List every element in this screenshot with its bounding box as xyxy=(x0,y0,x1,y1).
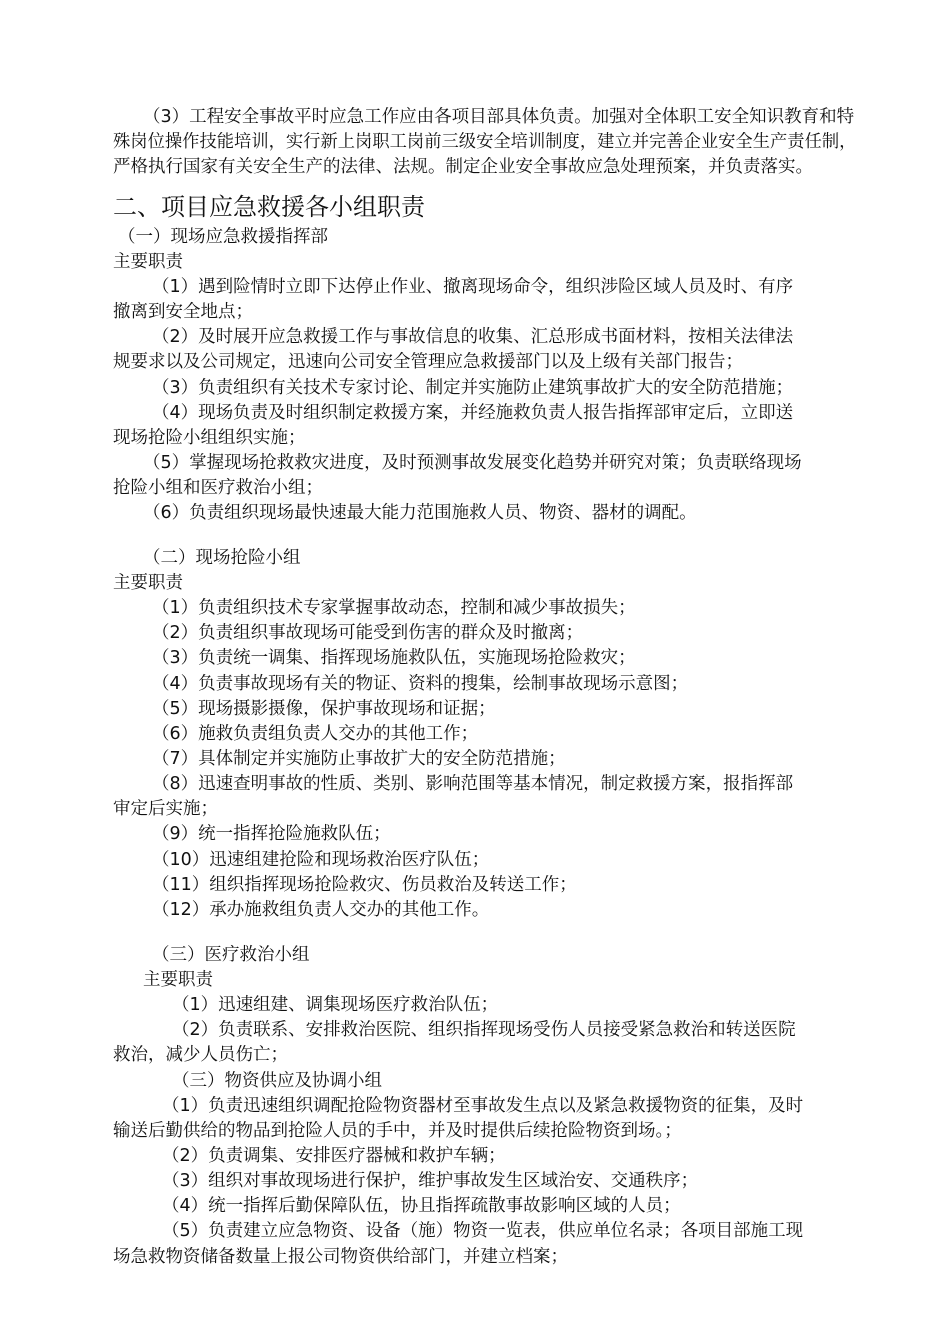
list-item: 抢险小组和医疗救治小组； xyxy=(113,478,323,498)
list-item: （11）组织指挥现场抢险救灾、伤员救治及转送工作； xyxy=(152,875,577,895)
list-item: （3）组织对事故现场进行保护，维护事故发生区域治安、交通秩序； xyxy=(162,1171,699,1191)
intro-line: （3）工程安全事故平时应急工作应由各项目部具体负责。加强对全体职工安全知识教育和特 xyxy=(143,107,855,127)
subsection-title: （三）物资供应及协调小组 xyxy=(172,1071,382,1091)
subsection-title: （一）现场应急救援指挥部 xyxy=(118,227,328,247)
list-item: （5）掌握现场抢救救灾进度，及时预测事故发展变化趋势并研究对策；负责联络现场 xyxy=(143,453,802,473)
list-item: （2）负责组织事故现场可能受到伤害的群众及时撤离； xyxy=(152,623,584,643)
list-item: （5）负责建立应急物资、设备（施）物资一览表，供应单位名录；各项目部施工现 xyxy=(162,1221,804,1241)
list-item: 规要求以及公司规定，迅速向公司安全管理应急救援部门以及上级有关部门报告； xyxy=(113,352,743,372)
list-item: 审定后实施； xyxy=(113,799,218,819)
list-item: 救治，减少人员伤亡； xyxy=(113,1045,288,1065)
subsection-title: （二）现场抢险小组 xyxy=(143,548,301,568)
list-item: （4）统一指挥后勤保障队伍，协且指挥疏散事故影响区域的人员； xyxy=(162,1196,681,1216)
section-heading: 二、项目应急救援各小组职责 xyxy=(113,193,425,221)
list-item: （7）具体制定并实施防止事故扩大的安全防范措施； xyxy=(152,749,566,769)
list-item: （9）统一指挥抢险施救队伍； xyxy=(152,824,391,844)
subsection-title: （三）医疗救治小组 xyxy=(152,945,310,965)
subsection-subtitle: 主要职责 xyxy=(113,573,183,593)
list-item: 撤离到安全地点； xyxy=(113,302,253,322)
list-item: 输送后勤供给的物品到抢险人员的手中，并及时提供后续抢险物资到场。； xyxy=(113,1121,682,1141)
list-item: 场急救物资储备数量上报公司物资供给部门，并建立档案； xyxy=(113,1247,568,1267)
subsection-subtitle: 主要职责 xyxy=(113,252,183,272)
list-item: （5）现场摄影摄像，保护事故现场和证据； xyxy=(152,699,496,719)
list-item: （8）迅速查明事故的性质、类别、影响范围等基本情况，制定救援方案，报指挥部 xyxy=(152,774,794,794)
list-item: （3）负责统一调集、指挥现场施救队伍，实施现场抢险救灾； xyxy=(152,648,636,668)
list-item: （3）负责组织有关技术专家讨论、制定并实施防止建筑事故扩大的安全防范措施； xyxy=(152,378,794,398)
list-item: （12）承办施救组负责人交办的其他工作。 xyxy=(152,900,490,920)
list-item: （2）负责调集、安排医疗器械和救护车辆； xyxy=(162,1146,506,1166)
list-item: （6）负责组织现场最快速最大能力范围施救人员、物资、器材的调配。 xyxy=(143,503,697,523)
list-item: （10）迅速组建抢险和现场救治医疗队伍； xyxy=(152,850,490,870)
list-item: 现场抢险小组组织实施； xyxy=(113,428,306,448)
intro-line: 殊岗位操作技能培训，实行新上岗职工岗前三级安全培训制度，建立并完善企业安全生产责任制， xyxy=(113,132,857,152)
list-item: （4）负责事故现场有关的物证、资料的搜集，绘制事故现场示意图； xyxy=(152,674,689,694)
list-item: （1）遇到险情时立即下达停止作业、撤离现场命令，组织涉险区域人员及时、有序 xyxy=(152,277,794,297)
list-item: （2）负责联系、安排救治医院、组织指挥现场受伤人员接受紧急救治和转送医院 xyxy=(172,1020,796,1040)
list-item: （2）及时展开应急救援工作与事故信息的收集、汇总形成书面材料，按相关法律法 xyxy=(152,327,794,347)
list-item: （1）负责迅速组织调配抢险物资器材至事故发生点以及紧急救援物资的征集，及时 xyxy=(162,1096,804,1116)
list-item: （6）施救负责组负责人交办的其他工作； xyxy=(152,724,479,744)
list-item: （4）现场负责及时组织制定救援方案，并经施救负责人报告指挥部审定后，立即送 xyxy=(152,403,794,423)
intro-line: 严格执行国家有关安全生产的法律、法规。制定企业安全事故应急处理预案，并负责落实。 xyxy=(113,157,813,177)
list-item: （1）迅速组建、调集现场医疗救治队伍； xyxy=(172,995,499,1015)
list-item: （1）负责组织技术专家掌握事故动态，控制和减少事故损失； xyxy=(152,598,636,618)
subsection-subtitle: 主要职责 xyxy=(143,970,213,990)
